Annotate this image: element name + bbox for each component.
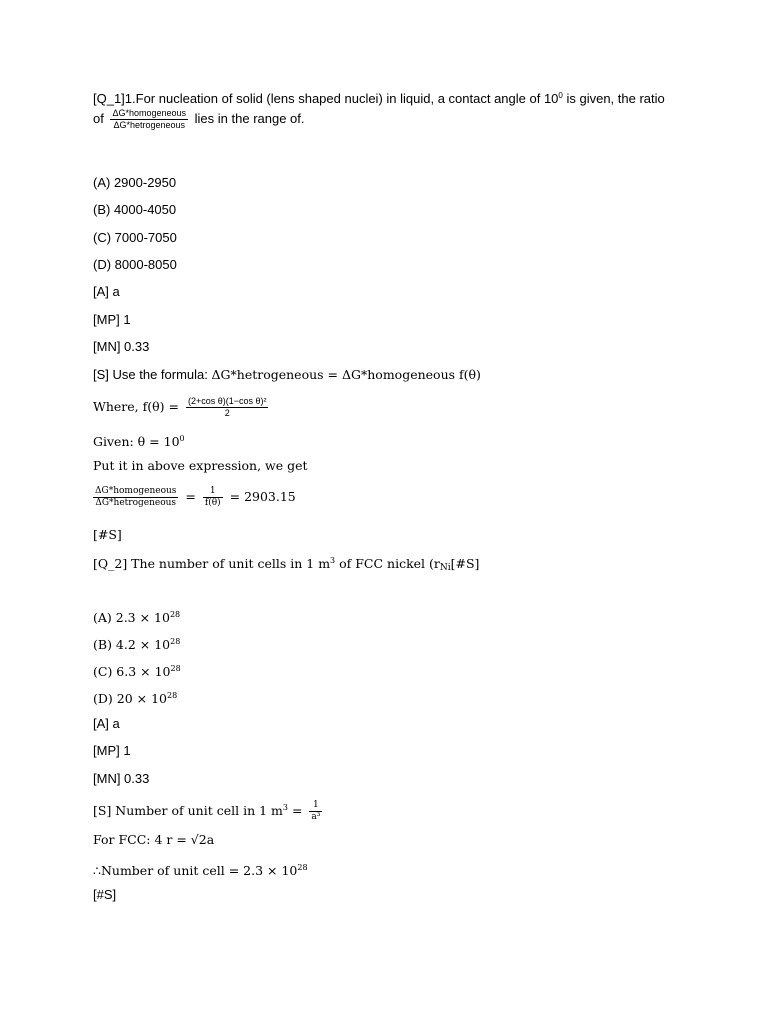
q1-option-d: (D) 8000-8050 bbox=[93, 257, 177, 272]
q2-option-d: (D) $20 \times 10^{28}$ bbox=[93, 691, 178, 706]
q1-option-c: (C) 7000-7050 bbox=[93, 230, 177, 245]
q1-answer: [A] a bbox=[93, 284, 120, 299]
q1-solution-end: [#S] bbox=[93, 527, 122, 542]
q2-option-a: (A) $2.3 \times 10^{28}$ bbox=[93, 610, 181, 625]
q2-solution-unit-cells: [S] Number of unit cell in 1 $m^3$ = $\frac{1}{\text{a³}}$ bbox=[93, 800, 321, 822]
q1-statement-line1: [Q_1]1.For nucleation of solid (lens shaped nuclei) in liquid, a contact angle of $10^0$ is given, the ratio bbox=[93, 91, 665, 106]
q2-solution-end: [#S] bbox=[93, 887, 117, 902]
q2-marks-positive: [MP] 1 bbox=[93, 743, 131, 758]
q1-solution-put: Put it in above expression, we get bbox=[93, 458, 308, 473]
q1-solution-where: Where, f(θ) = $\frac{\text{(2+cos θ)(1−cos θ)²}}{2}$ bbox=[93, 396, 267, 418]
q2-answer: [A] a bbox=[93, 716, 120, 731]
q2-marks-negative: [MN] 0.33 bbox=[93, 771, 150, 786]
q1-one-over-f-fraction: $\frac{1}{f(\theta)}$ bbox=[204, 486, 221, 508]
q2-statement: [Q_2] The number of unit cells in 1 $m^3$ of FCC nickel ($r_{Ni}[\#S]$ bbox=[93, 556, 480, 573]
q1-solution-given: Given: $\theta = 10^0$ bbox=[93, 434, 185, 449]
q1-solution-result: $\frac{\text{ΔG*homogeneous}}{\text{ΔG*hetrogeneous}}$ = $\frac{1}{f(\theta)}$ = 2903.15 bbox=[95, 486, 296, 508]
q2-option-b: (B) $4.2 \times 10^{28}$ bbox=[93, 637, 181, 652]
q2-solution-fcc: For FCC: 4 r = √2a bbox=[93, 832, 215, 847]
q1-solution-formula: [S] Use the formula: ΔG*hetrogeneous = ΔG*homogeneous f(θ) bbox=[93, 367, 481, 382]
q1-option-b: (B) 4000-4050 bbox=[93, 202, 177, 217]
q1-marks-negative: [MN] 0.33 bbox=[93, 339, 150, 354]
q2-solution-result: ∴Number of unit cell = $2.3 \times 10^{28}$ bbox=[93, 863, 308, 878]
q1-result-ratio-fraction: $\frac{\text{ΔG*homogeneous}}{\text{ΔG*hetrogeneous}}$ bbox=[95, 486, 177, 508]
q1-ratio-fraction: $\frac{\text{ΔG*homogeneous}}{\text{ΔG*hetrogeneous}}$ bbox=[112, 108, 187, 130]
q1-statement-line2: of $\frac{\text{ΔG*homogeneous}}{\text{ΔG*hetrogeneous}}$ lies in the range of. bbox=[93, 108, 305, 130]
q1-marks-positive: [MP] 1 bbox=[93, 312, 131, 327]
q1-f-theta-fraction: $\frac{\text{(2+cos θ)(1−cos θ)²}}{2}$ bbox=[187, 396, 267, 418]
q2-one-over-a-cubed-fraction: $\frac{1}{\text{a³}}$ bbox=[311, 800, 321, 822]
q2-option-c: (C) $6.3 \times 10^{28}$ bbox=[93, 664, 181, 679]
q1-option-a: (A) 2900-2950 bbox=[93, 175, 177, 190]
